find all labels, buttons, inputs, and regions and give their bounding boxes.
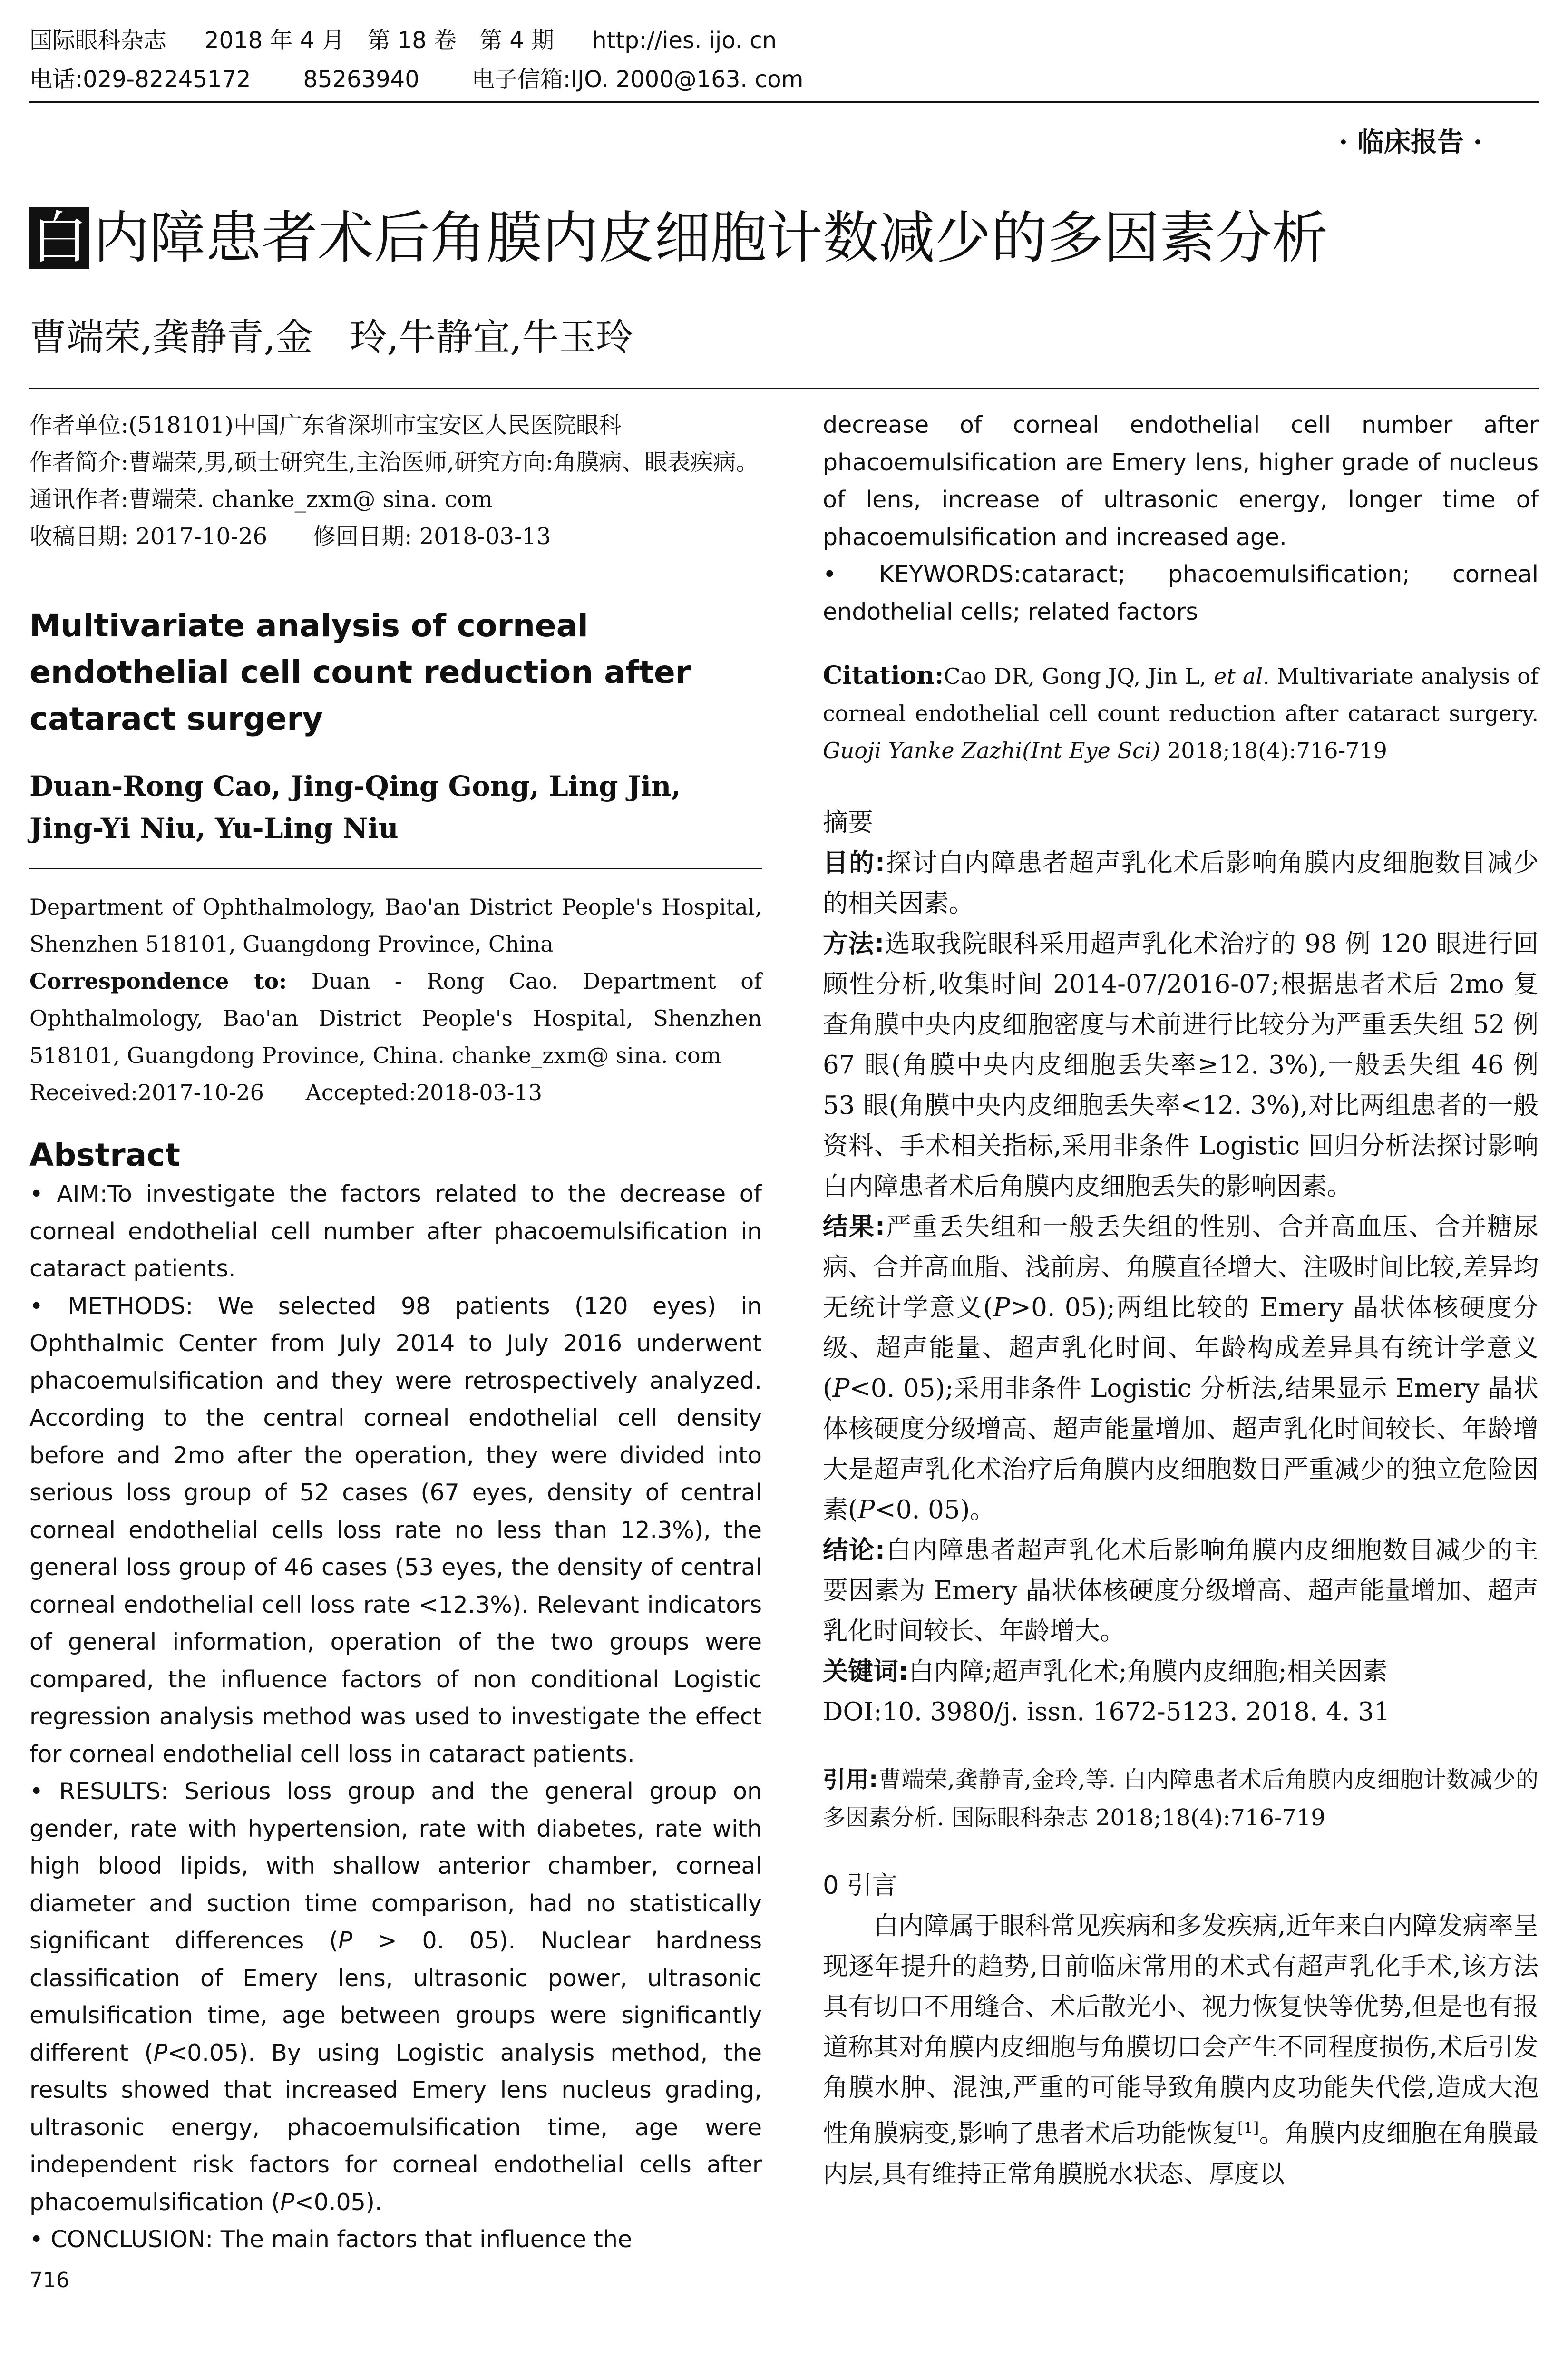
results-text-2: > 0. 05). Nuclear hardness classification of Emery lens, ultrasonic power, ultrasonic emulsification time, age between groups were significantly different (	[29, 1927, 762, 2066]
abstract-results	[29, 1773, 762, 2221]
abstract-cn-body	[823, 843, 1539, 1732]
affiliation-en: Department of Ophthalmology, Bao'an District People's Hospital, Shenzhen 518101, Guangdong Province, China	[29, 894, 762, 957]
abstract-conclusion-start	[29, 2221, 762, 2259]
author-unit: 作者单位:(518101)中国广东省深圳市宝安区人民医院眼科	[29, 412, 622, 438]
keywords-cn-text: 白内障;超声乳化术;角膜内皮细胞;相关因素	[908, 1657, 1388, 1686]
methods-cn-text: 选取我院眼科采用超声乳化术治疗的 98 例 120 眼进行回顾性分析,收集时间 2014-07/2016-07;根据患者术后 2mo 复查角膜中央内皮细胞密度与术前进行比较分为严重丢失组 52 例 67 眼(角膜中央内皮细胞丢失率≥12. 3%),一般丢失组 46 例 53 眼(角膜中央内皮细胞丢失率<12. 3%),对比两组患者的一般资料、手术相关指标,采用非条件 Logistic 回归分析法探讨影响白内障患者术后角膜内皮细胞丢失的影响因素。	[823, 929, 1539, 1201]
dates-en	[29, 1074, 762, 1111]
section-label: · 临床报告 ·	[1339, 127, 1482, 158]
results-cn-text-b: >0. 05);两组比较的 Emery 晶状体核硬度分级、超声能量、超声乳化时间、年龄构成差异具有统计学意义(	[823, 1293, 1539, 1403]
abstract-en-continued	[823, 407, 1539, 631]
results-p-1: P	[338, 1927, 352, 1954]
intro-ref: [1]	[1237, 2119, 1259, 2137]
received-en: Received:2017-10-26	[29, 1080, 264, 1105]
results-cn-text-a: 严重丢失组和一般丢失组的性别、合并高血压、合并糖尿病、合并高血脂、浅前房、角膜直径增大、注吸时间比较,差异均无统计学意义(	[823, 1212, 1539, 1322]
citation-text-2: . Multivariate analysis of corneal endothelial cell count reduction after cataract surgery.	[823, 663, 1539, 726]
intro-text-2: 。角膜内皮细胞在角膜最内层,具有维持正常角膜脱水状态、厚度以	[823, 2119, 1539, 2189]
results-cn-label: 结果:	[823, 1212, 886, 1241]
authors-en: Duan-Rong Cao, Jing-Qing Gong, Ling Jin, Jing-Yi Niu, Yu-Ling Niu	[29, 770, 681, 844]
abstract-cn-results	[823, 1207, 1539, 1530]
citation-cn	[823, 1761, 1539, 1837]
author-bio: 作者简介:曹端荣,男,硕士研究生,主治医师,研究方向:角膜病、眼表疾病。	[29, 449, 759, 476]
results-text-4: <0.05).	[294, 2188, 382, 2216]
conclusion-label: • CONCLUSION:	[29, 2226, 214, 2253]
abstract-methods	[29, 1288, 762, 1773]
conclusion-text-right: decrease of corneal endothelial cell number after phacoemulsification are Emery lens, higher grade of nucleus of lens, increase of ultrasonic energy, longer time of phacoemulsification and increased age.	[823, 411, 1539, 551]
title-cn-text: 内障患者术后角膜内皮细胞计数减少的多因素分析	[93, 205, 1328, 271]
aim-text: To investigate the factors related to the decrease of corneal endothelial cell number after phacoemulsification in cataract patients.	[29, 1180, 762, 1282]
keywords-text: cataract; phacoemulsification; corneal endothelial cells; related factors	[823, 561, 1539, 625]
phone-2: 85263940	[303, 66, 419, 93]
website: http://ies. ijo. cn	[592, 27, 777, 54]
abstract-cn-methods	[823, 924, 1539, 1207]
issue-info: 2018 年 4 月 第 18 卷 第 4 期	[205, 27, 555, 54]
abstract-aim	[29, 1176, 762, 1288]
right-column	[823, 407, 1539, 2194]
citation-text-1: Cao DR, Gong JQ, Jin L,	[944, 663, 1207, 689]
results-text-3: <0.05). By using Logistic analysis method, the results showed that increased Emery lens nucleus grading, ultrasonic energy, phacoemulsification time, age were independent risk factors for corneal endothelial cells after phacoemulsification (	[29, 2039, 762, 2216]
intro-body	[823, 1906, 1539, 2194]
title-initial-block: 白	[29, 207, 89, 269]
correspondence-en	[29, 963, 762, 1074]
methods-label: • METHODS:	[29, 1292, 194, 1320]
results-cn-text-d: <0. 05)。	[875, 1495, 995, 1524]
abstract-en-body	[29, 1176, 762, 2259]
dates-cn: 收稿日期: 2017-10-26 修回日期: 2018-03-13	[29, 523, 551, 550]
title-cn	[29, 202, 1328, 273]
accepted-en: Accepted:2018-03-13	[305, 1080, 542, 1105]
correspondence-text: Duan - Rong Cao. Department of Ophthalmology, Bao'an District People's Hospital, Shenzhen 518101, Guangdong Province, China. chanke_zxm@ sina. com	[29, 968, 762, 1068]
authors-cn: 曹端荣,龚静青,金 玲,牛静宜,牛玉玲	[29, 316, 633, 359]
phone: 电话:029-82245172	[29, 66, 251, 93]
abstract-cn-keywords	[823, 1651, 1539, 1692]
authors-rule	[29, 868, 762, 869]
aim-cn-text: 探讨白内障患者超声乳化术后影响角膜内皮细胞数目减少的相关因素。	[823, 848, 1539, 918]
doi: DOI:10. 3980/j. issn. 1672-5123. 2018. 4. 31	[823, 1697, 1390, 1726]
intro-heading: 0 引言	[823, 1871, 897, 1900]
abstract-keywords	[823, 556, 1539, 631]
correspondence-label: Correspondence to:	[29, 968, 287, 994]
citation-en	[823, 657, 1539, 769]
journal-name: 国际眼科杂志	[29, 27, 167, 54]
citation-journal: Guoji Yanke Zazhi(Int Eye Sci)	[823, 738, 1160, 763]
header-rule	[29, 101, 1539, 103]
page-number: 716	[29, 2268, 69, 2292]
results-p-2: P	[153, 2039, 168, 2066]
running-header-line-1	[29, 24, 777, 57]
conclusion-cn-label: 结论:	[823, 1536, 886, 1565]
citation-label: Citation:	[823, 661, 944, 690]
title-rule	[29, 388, 1539, 389]
results-cn-text-c: <0. 05);采用非条件 Logistic 分析法,结果显示 Emery 晶状体核硬度分级增高、超声能量增加、超声乳化时间较长、年龄增大是超声乳化术治疗后角膜内皮细胞数目严重减少的独立危险因素(	[823, 1374, 1539, 1524]
email: 电子信箱:IJO. 2000@163. com	[471, 66, 804, 93]
left-column	[29, 407, 762, 2292]
intro-text-1: 白内障属于眼科常见疾病和多发疾病,近年来白内障发病率呈现逐年提升的趋势,目前临床常用的术式有超声乳化手术,该方法具有切口不用缝合、术后散光小、视力恢复快等优势,但是也有报道称其对角膜内皮细胞与角膜切口会产生不同程度损伤,术后引发角膜水肿、混浊,严重的可能导致角膜内皮功能失代偿,造成大泡性角膜病变,影响了患者术后功能恢复	[823, 1911, 1539, 2148]
citation-text-3: 2018;18(4):716-719	[1160, 738, 1387, 763]
abstract-heading: Abstract	[29, 1137, 180, 1173]
citation-cn-label: 引用:	[823, 1766, 878, 1793]
aim-cn-label: 目的:	[823, 848, 886, 877]
citation-cn-text: 曹端荣,龚静青,金玲,等. 白内障患者术后角膜内皮细胞计数减少的多因素分析. 国际眼科杂志 2018;18(4):716-719	[823, 1766, 1539, 1831]
results-cn-p-2: P	[832, 1374, 850, 1403]
results-label: • RESULTS:	[29, 1778, 169, 1805]
results-text-1: Serious loss group and the general group on gender, rate with hypertension, rate with diabetes, rate with high blood lipids, with shallow anterior chamber, corneal diameter and suction time comparison, had no statistically significant differences (	[29, 1778, 762, 1954]
aim-label: • AIM:	[29, 1180, 108, 1208]
abstract-cn-heading: 摘要	[823, 808, 873, 837]
running-header-line-2	[29, 63, 803, 96]
author-info-cn	[29, 407, 762, 555]
methods-text: We selected 98 patients (120 eyes) in Ophthalmic Center from July 2014 to July 2016 underwent phacoemulsification and they were retrospectively analyzed. According to the central corneal endothelial cell density before and 2mo after the operation, they were divided into serious loss group of 52 cases (67 eyes, density of central corneal endothelial cells loss rate no less than 12.3%), the general loss group of 46 cases (53 eyes, the density of central corneal endothelial cell loss rate <12.3%). Relevant indicators of general information, operation of the two groups were compared, the influence factors of non conditional Logistic regression analysis method was used to investigate the effect for corneal endothelial cell loss in cataract patients.	[29, 1292, 762, 1768]
keywords-cn-label: 关键词:	[823, 1657, 909, 1686]
conclusion-text-left: The main factors that influence the	[220, 2226, 633, 2253]
abstract-cn-conclusion	[823, 1530, 1539, 1651]
citation-etal: et al	[1213, 663, 1263, 689]
results-cn-p-1: P	[993, 1293, 1010, 1322]
conclusion-cn-text: 白内障患者超声乳化术后影响角膜内皮细胞数目减少的主要因素为 Emery 晶状体核硬度分级增高、超声能量增加、超声乳化时间较长、年龄增大。	[823, 1536, 1539, 1646]
methods-cn-label: 方法:	[823, 929, 885, 958]
abstract-cn-aim	[823, 843, 1539, 924]
correspondent: 通讯作者:曹端荣. chanke_zxm@ sina. com	[29, 486, 493, 513]
results-cn-p-3: P	[857, 1495, 875, 1524]
results-p-3: P	[280, 2188, 294, 2216]
keywords-label: • KEYWORDS:	[823, 561, 1022, 588]
title-en: Multivariate analysis of corneal endothelial cell count reduction after cataract surgery	[29, 607, 691, 737]
